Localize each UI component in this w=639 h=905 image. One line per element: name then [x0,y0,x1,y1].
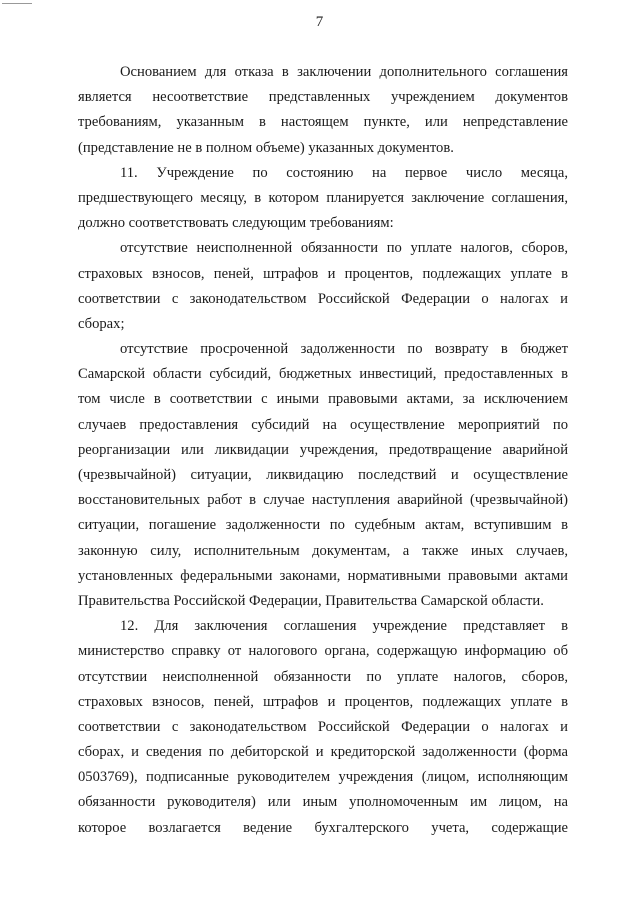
text-line: отсутствии неисполненной обязанности по уплате налогов, сборов, [78,668,568,685]
text-line: случаев предоставления субсидий на осуществление мероприятий по [78,416,568,433]
text-line: министерство справку от налогового органа, содержащую информацию об [78,643,568,660]
text-line: отсутствие просроченной задолженности по возврату в бюджет [120,341,568,358]
text-line: требованиям, указанным в настоящем пункте, или непредставление [78,114,568,131]
text-line: восстановительных работ в случае наступления аварийной (чрезвычайной) [78,492,568,509]
page-number: 7 [315,14,324,30]
text-line: отсутствие неисполненной обязанности по уплате налогов, сборов, [120,240,568,257]
text-line: которое возлагается ведение бухгалтерского учета, содержащие [78,819,568,836]
text-line: 12. Для заключения соглашения учреждение представляет в [120,618,568,635]
text-line: том числе в соответствии с иными правовыми актами, за исключением [78,391,568,408]
text-line: страховых взносов, пеней, штрафов и процентов, подлежащих уплате в [78,265,568,282]
text-line: обязанности руководителя) или иным уполномоченным им лицом, на [78,794,568,811]
text-line: сборах; [78,315,125,332]
text-line: реорганизации или ликвидации учреждения, предотвращение аварийной [78,441,568,458]
text-line: является несоответствие представленных учреждением документов [78,89,568,106]
text-line: установленных федеральными законами, нормативными правовыми актами [78,567,568,584]
text-line: 11. Учреждение по состоянию на первое число месяца, [120,164,568,181]
text-line: предшествующего месяцу, в котором планируется заключение соглашения, [78,189,568,206]
text-line: законную силу, исполнительным документам, а также иных случаев, [78,542,568,559]
text-line: 0503769), подписанные руководителем учреждения (лицом, исполняющим [78,769,568,786]
text-line: Основанием для отказа в заключении дополнительного соглашения [120,64,568,80]
text-line: Правительства Российской Федерации, Правительства Самарской области. [78,592,544,609]
text-line: (чрезвычайной) ситуации, ликвидацию последствий и осуществление [78,467,568,483]
text-line: должно соответствовать следующим требованиям: [78,215,394,232]
scan-edge-mark [2,3,32,4]
text-line: страховых взносов, пеней, штрафов и процентов, подлежащих уплате в [78,693,568,710]
text-line: Самарской области субсидий, бюджетных инвестиций, предоставленных в [78,366,568,383]
document-body [78,60,568,841]
text-line: ситуации, погашение задолженности по судебным актам, вступившим в [78,517,568,534]
text-line: соответствии с законодательством Российской Федерации о налогах и [78,290,568,307]
text-line: соответствии с законодательством Российской Федерации о налогах и [78,718,568,735]
text-line: (представление не в полном объеме) указанных документов. [78,139,454,156]
text-line: сборах, и сведения по дебиторской и кредиторской задолженности (форма [78,744,568,761]
